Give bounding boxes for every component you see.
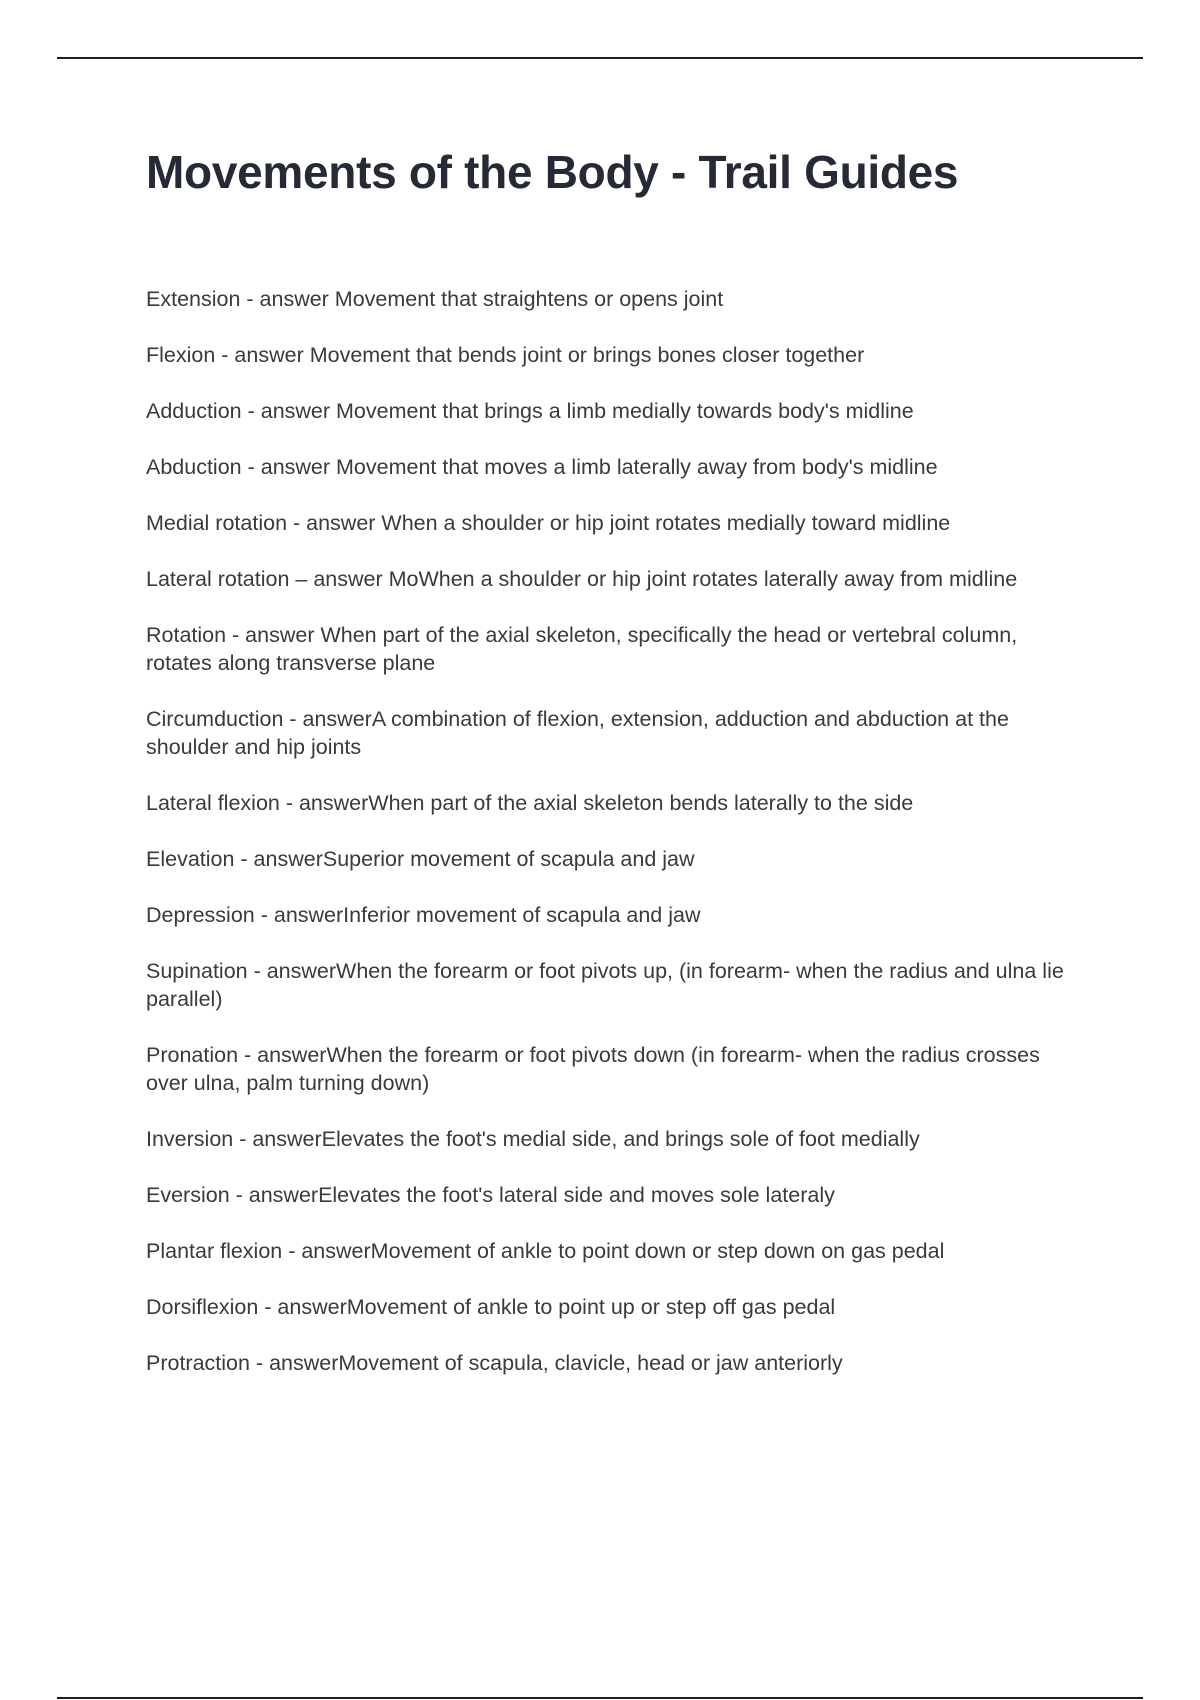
list-item: Inversion - answerElevates the foot's medial side, and brings sole of foot medially xyxy=(146,1127,920,1151)
list-item: Medial rotation - answer When a shoulder or hip joint rotates medially toward midline xyxy=(146,511,951,535)
list-item: Abduction - answer Movement that moves a limb laterally away from body's midline xyxy=(146,455,938,479)
list-item: Plantar flexion - answerMovement of ankle to point down or step down on gas pedal xyxy=(146,1239,945,1263)
flashcard-list xyxy=(146,285,1086,1405)
list-item: Lateral rotation – answer MoWhen a shoulder or hip joint rotates laterally away from midline xyxy=(146,567,1018,591)
list-item: Lateral flexion - answerWhen part of the axial skeleton bends laterally to the side xyxy=(146,791,914,815)
page-title: Movements of the Body - Trail Guides xyxy=(146,146,959,198)
list-item: Depression - answerInferior movement of scapula and jaw xyxy=(146,903,701,927)
list-item: Extension - answer Movement that straightens or opens joint xyxy=(146,287,724,311)
footer-rule xyxy=(57,1697,1143,1699)
list-item: Flexion - answer Movement that bends joint or brings bones closer together xyxy=(146,343,865,367)
list-item: Elevation - answerSuperior movement of scapula and jaw xyxy=(146,847,695,871)
list-item: Rotation - answer When part of the axial skeleton, specifically the head or vertebral column, rotates along transverse plane xyxy=(146,623,1018,675)
header-rule xyxy=(57,57,1143,59)
list-item: Supination - answerWhen the forearm or foot pivots up, (in forearm- when the radius and ulna lie parallel) xyxy=(146,959,1064,1011)
list-item: Eversion - answerElevates the foot's lateral side and moves sole lateraly xyxy=(146,1183,835,1207)
list-item: Protraction - answerMovement of scapula, clavicle, head or jaw anteriorly xyxy=(146,1351,843,1375)
list-item: Adduction - answer Movement that brings a limb medially towards body's midline xyxy=(146,399,914,423)
list-item: Dorsiflexion - answerMovement of ankle to point up or step off gas pedal xyxy=(146,1295,836,1319)
list-item: Circumduction - answerA combination of flexion, extension, adduction and abduction at the shoulder and hip joints xyxy=(146,707,1009,759)
list-item: Pronation - answerWhen the forearm or foot pivots down (in forearm- when the radius crosses over ulna, palm turning down) xyxy=(146,1043,1040,1095)
